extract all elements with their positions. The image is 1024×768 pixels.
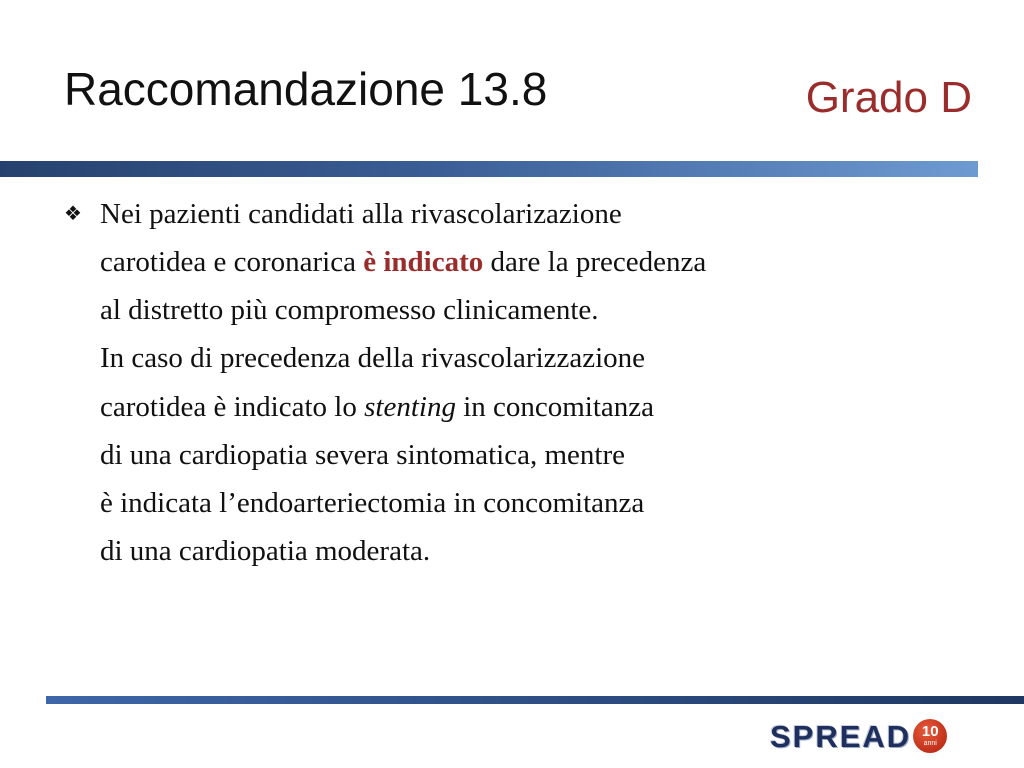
body-line-3: al distretto più compromesso clinicamente.: [100, 294, 599, 327]
footer-divider-bar: [46, 696, 1024, 704]
emphasis-indicated: è indicato: [363, 246, 484, 279]
body-line-8: di una cardiopatia moderata.: [100, 534, 431, 567]
anniversary-badge-icon: [913, 719, 947, 753]
four-diamond-bullet-icon: ❖: [64, 203, 82, 225]
header-divider-bar: [0, 161, 978, 177]
recommendation-grade: Grado D: [805, 73, 972, 122]
body-line-4: In caso di precedenza della rivascolarizzazione: [100, 342, 646, 375]
badge-label: anni: [923, 740, 937, 747]
body-line-5-pre: carotidea è indicato lo: [100, 390, 365, 423]
body-line-6: di una cardiopatia severa sintomatica, mentre: [100, 438, 626, 471]
body-line-7: è indicata l’endoarteriectomia in concomitanza: [100, 486, 645, 519]
bullet-text: [100, 190, 706, 575]
bullet-item: [64, 190, 964, 575]
italic-stenting: stenting: [364, 390, 456, 423]
slide-title: Raccomandazione 13.8: [64, 63, 548, 115]
body-line-2-pre: carotidea e coronarica: [100, 246, 364, 279]
badge-number: 10: [921, 723, 939, 740]
spread-logo: [770, 716, 947, 756]
body-line-5-post: in concomitanza: [455, 390, 655, 423]
slide-body: [64, 190, 964, 575]
body-line-2: [100, 238, 706, 286]
body-line-1: Nei pazienti candidati alla rivascolarizazione: [100, 198, 622, 230]
body-line-5: [100, 383, 706, 431]
body-line-2-post: dare la precedenza: [483, 246, 707, 279]
logo-wordmark: SPREAD: [770, 718, 912, 754]
